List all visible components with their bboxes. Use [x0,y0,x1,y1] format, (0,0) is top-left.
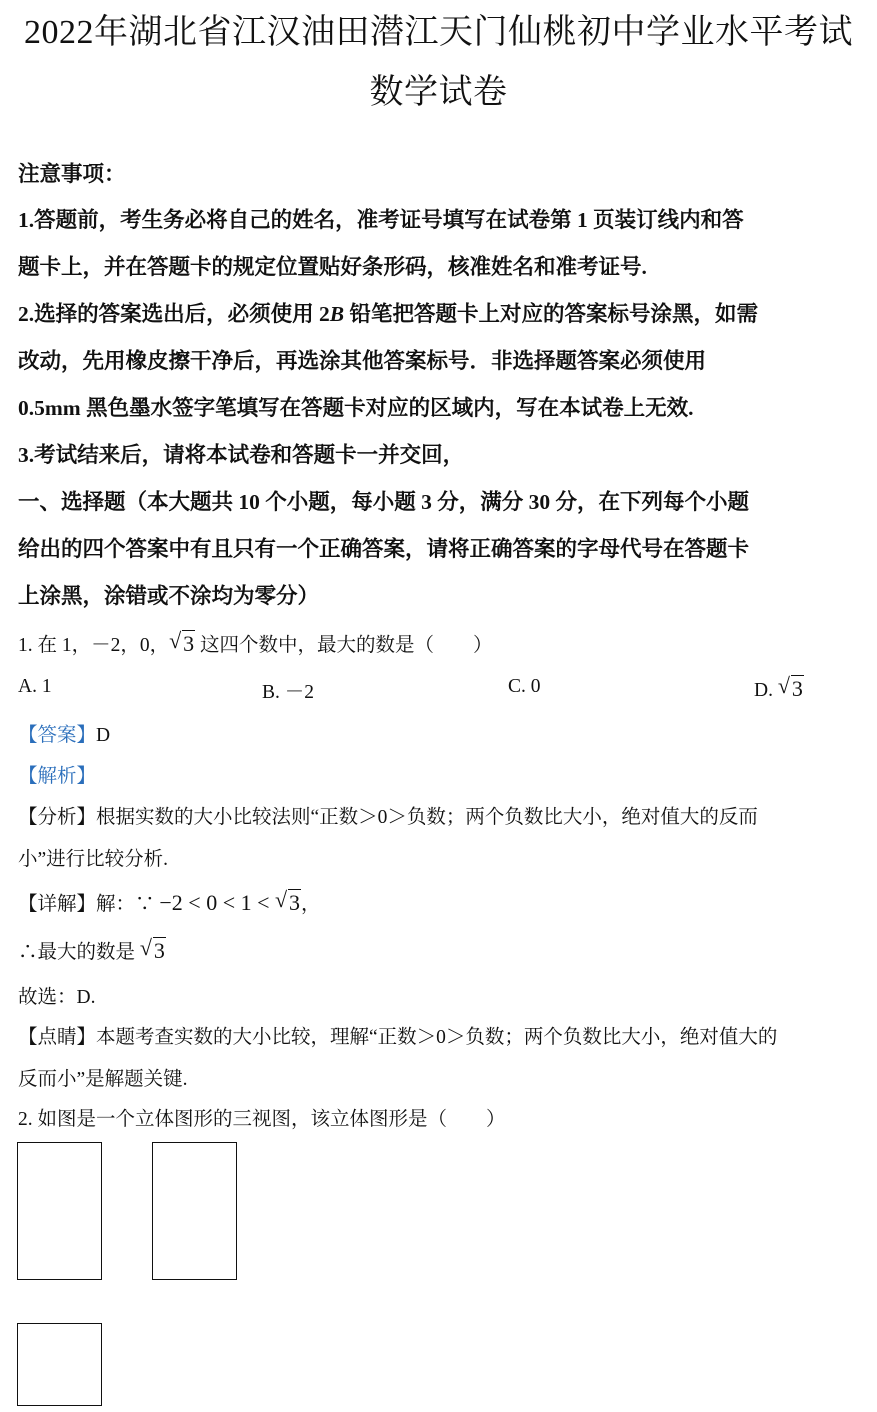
page-title: 2022年湖北省江汉油田潜江天门仙桃初中学业水平考试 [24,14,853,51]
three-view-front-rectangle [17,1142,102,1280]
section-intro-line-2: 给出的四个答案中有且只有一个正确答案，请将正确答案的字母代号在答题卡 [18,537,750,561]
three-view-top-square [17,1323,102,1406]
radical-sign-icon: √ [777,673,790,698]
section-intro-line-1: 一、选择题（本大题共 10 个小题，每小题 3 分，满分 30 分，在下列每个小题 [18,490,750,514]
radical-sign-icon: √ [275,887,288,912]
notice-line-3-text-a: 2.选择的答案选出后，必须使用 [18,302,320,326]
q1-fenxi-line-1: 【分析】根据实数的大小比较法则“正数＞0＞负数；两个负数比大小，绝对值大的反而 [18,807,758,828]
q1-answer [18,719,110,747]
q1-conclusion-radicand: 3 [153,938,165,963]
q1-option-b: B. －2 [262,682,315,703]
q1-conclusion [18,936,166,964]
notice-line-3-pencil-number: 2 [319,302,330,326]
q1-option-d-sqrt [777,673,804,702]
q1-detail-radicand: 3 [289,890,301,915]
notice-line-1: 1.答题前，考生务必将自己的姓名，准考证号填写在试卷第 1 页装订线内和答 [18,208,744,232]
section-intro-line-3: 上涂黑，涂错或不涂均为零分） [18,584,320,608]
page-subtitle: 数学试卷 [369,74,508,111]
three-view-side-rectangle [152,1142,237,1280]
q1-option-a: A. 1 [18,676,52,697]
notice-line-2: 题卡上，并在答题卡的规定位置贴好条形码，核准姓名和准考证号. [18,255,647,279]
q1-dianjing-line-2: 反而小”是解题关键. [18,1069,188,1090]
q1-option-d-radicand: 3 [791,676,803,701]
notice-line-3 [18,297,758,328]
radical-sign-icon: √ [139,935,152,960]
q1-detail-suffix: ， [301,894,321,915]
notice-line-3-pencil-letter: B [329,302,345,326]
q1-stem-text-b: 这四个数中，最大的数是（ ） [195,635,493,656]
q1-detail-sqrt [275,887,301,916]
q1-detail-prefix: 【详解】解：∵ [18,894,160,915]
answer-tag: 【答案】 [18,725,97,746]
notice-line-3-text-b: 铅笔把答题卡上对应的答案标号涂黑，如需 [344,302,758,326]
q1-fenxi-line-2: 小”进行比较分析. [18,849,169,870]
notice-line-6: 3.考试结来后，请将本试卷和答题卡一并交回， [18,443,465,467]
q1-option-d-label: D. [754,680,778,701]
q1-conclusion-sqrt [139,935,166,964]
q1-detail [18,888,321,916]
notice-heading: 注意事项： [18,162,126,186]
analysis-tag: 【解析】 [18,766,97,787]
notice-line-4: 改动，先用橡皮擦干净后，再选涂其他答案标号．非选择题答案必须使用 [18,349,707,373]
q1-dianjing-line-1: 【点睛】本题考查实数的大小比较，理解“正数＞0＞负数；两个负数比大小，绝对值大的 [18,1027,778,1048]
q1-conclusion-text: ∴最大的数是 [18,942,140,963]
radical-sign-icon: √ [169,628,182,653]
answer-value: D [96,725,111,746]
q1-stem-text-a: 1. 在 1，－2，0， [18,635,170,656]
q1-stem [18,629,493,657]
q2-stem: 2. 如图是一个立体图形的三视图，该立体图形是（ ） [18,1109,506,1130]
q1-choice: 故选：D. [18,987,96,1008]
q1-stem-radicand: 3 [183,631,195,656]
q1-detail-inequality: −2 < 0 < 1 < [159,890,276,915]
q1-option-d [754,673,804,702]
q1-option-c: C. 0 [508,676,541,697]
notice-line-5: 0.5mm 黑色墨水签字笔填写在答题卡对应的区域内，写在本试卷上无效. [18,396,694,420]
q1-stem-sqrt [169,628,195,657]
